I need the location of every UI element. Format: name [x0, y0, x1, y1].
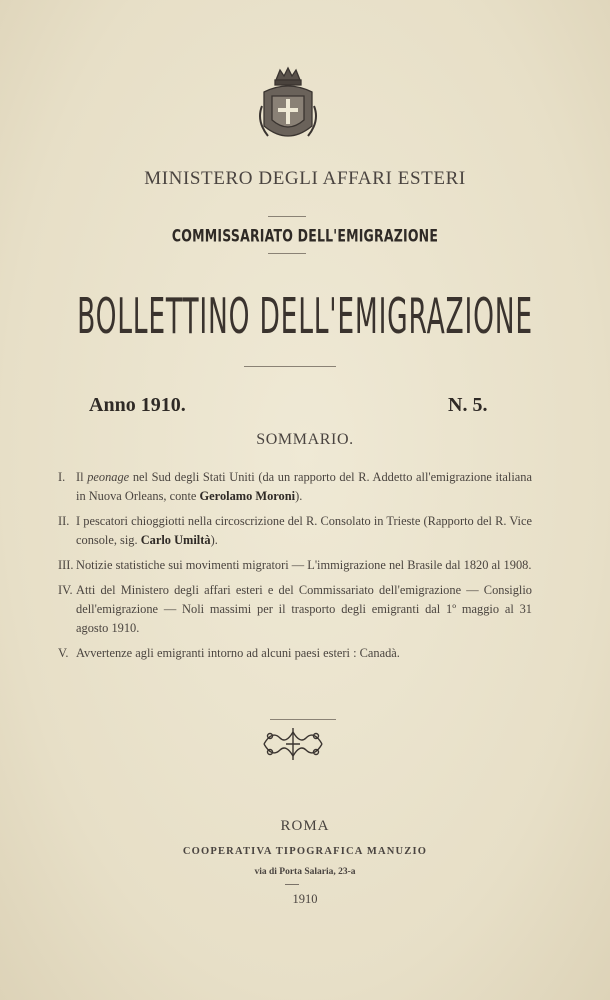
author-name: Gerolamo Moroni: [199, 489, 296, 503]
summary-item: [58, 644, 532, 663]
divider: [285, 884, 299, 885]
summary-item: [58, 581, 532, 638]
imprint-publisher: COOPERATIVA TIPOGRAFICA MANUZIO: [182, 846, 428, 857]
summary-list: [58, 468, 532, 669]
summary-text: ).: [295, 489, 303, 503]
issue-year: Anno 1910.: [89, 394, 186, 416]
summary-item-number: IV.: [58, 583, 73, 597]
summary-text: nel Sud degli Stati Uniti (da un rapporto del R. Addetto all'emigrazione italiana in Nuova Orleans, conte: [76, 470, 532, 503]
divider: [270, 719, 336, 720]
royal-crest-icon: [258, 66, 318, 148]
page-title: BOLLETTINO DELL'EMIGRAZIONE: [77, 288, 533, 346]
summary-heading: SOMMARIO.: [256, 431, 354, 448]
divider: [268, 253, 306, 254]
summary-item-number: III.: [58, 558, 74, 572]
summary-item-number: V.: [58, 646, 69, 660]
emphasis-text: peonage: [87, 470, 130, 484]
summary-item-number: I.: [58, 470, 66, 484]
issue-number: N. 5.: [448, 394, 488, 416]
divider: [268, 216, 306, 217]
floral-ornament-icon: [262, 724, 324, 764]
ministry-name: MINISTERO DEGLI AFFARI ESTERI: [144, 168, 466, 189]
imprint-city: ROMA: [280, 818, 330, 834]
summary-text: Il: [76, 470, 88, 484]
summary-item-number: II.: [58, 514, 70, 528]
summary-item: [58, 556, 532, 575]
summary-text: ).: [210, 533, 218, 547]
summary-text: I pescatori chioggiotti nella circoscrizione del R. Consolato in Trieste (Rapporto del R. Vice console, sig.: [76, 514, 532, 547]
summary-item: [58, 512, 532, 550]
summary-text: Avvertenze agli emigranti intorno ad alcuni paesi esteri : Canadà.: [76, 646, 400, 660]
office-name: COMMISSARIATO DELL'EMIGRAZIONE: [171, 225, 439, 246]
summary-text: Atti del Ministero degli affari esteri e del Commissariato dell'emigrazione — Consiglio dell'emigrazione — Noli massimi per il trasporto degli emigranti dal 1º maggio al 31 agosto 1910.: [76, 583, 532, 635]
imprint-year: 1910: [292, 892, 318, 906]
imprint-address: via di Porta Salaria, 23-a: [254, 867, 356, 877]
author-name: Carlo Umiltà: [140, 533, 211, 547]
summary-text: Notizie statistiche sui movimenti migratori — L'immigrazione nel Brasile dal 1820 al 1908.: [76, 558, 532, 572]
summary-item: [58, 468, 532, 506]
divider: [244, 366, 336, 367]
